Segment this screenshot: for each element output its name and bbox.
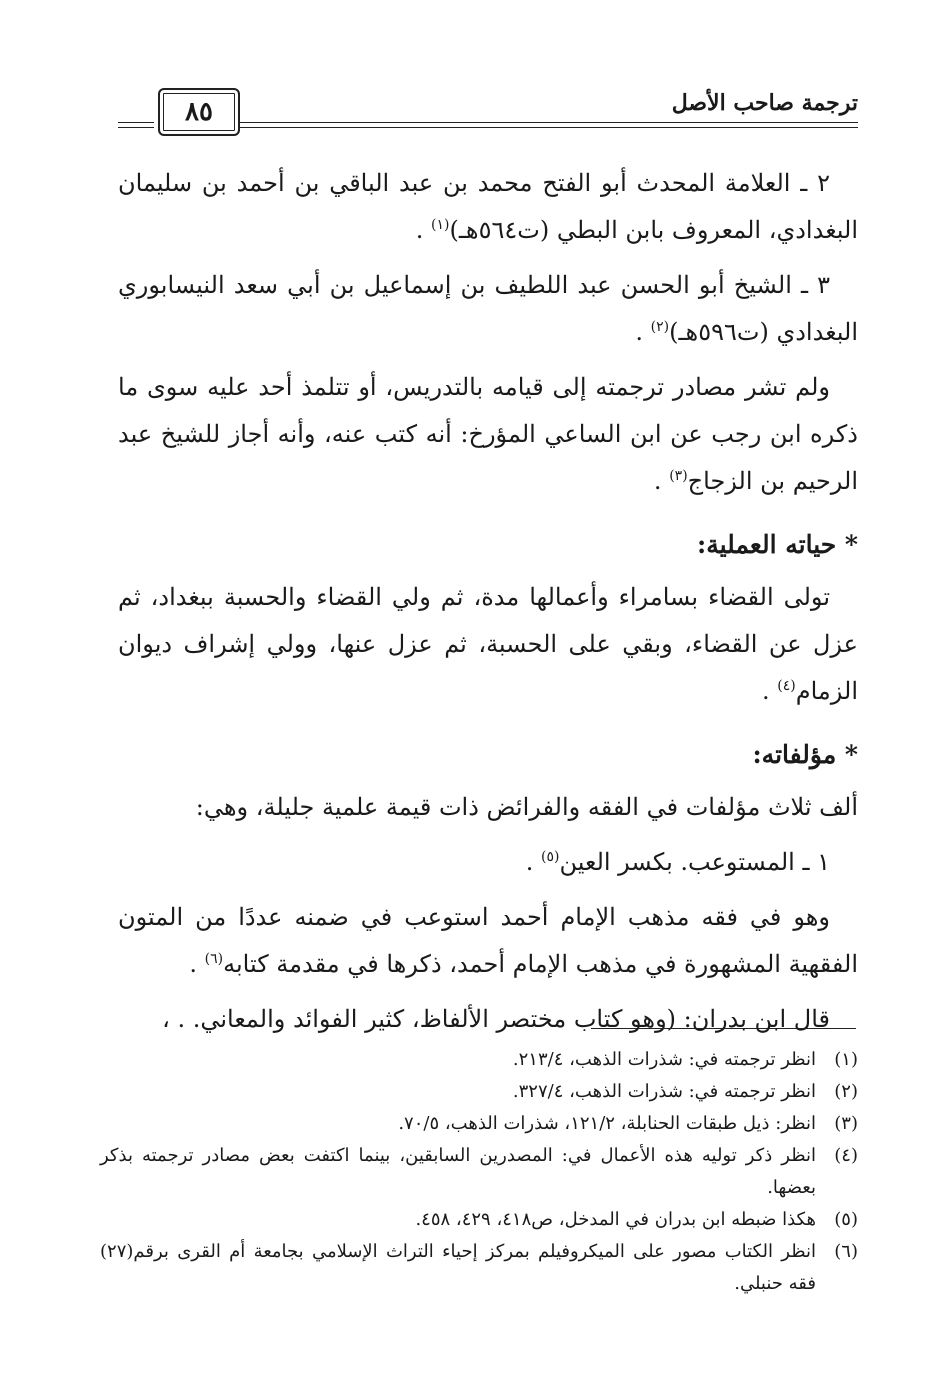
- footnote-ref: (٢): [650, 319, 670, 335]
- paragraph-text: قال ابن بدران: (وهو كتاب مختصر الألفاظ، كثير الفوائد والمعاني. . ،: [162, 1005, 830, 1033]
- footnote-text: انظر الكتاب مصور على الميكروفيلم بمركز إحياء التراث الإسلامي بجامعة أم القرى برقم(٢٧) فقه حنبلي.: [100, 1241, 816, 1294]
- footnote-ref: (٦): [204, 951, 224, 967]
- header-rule: [240, 122, 858, 128]
- footnote-text: انظر ذكر توليه هذه الأعمال في: المصدرين السابقين، بينما اكتفت بعض مصادر ترجمته بذكر بعضها.: [100, 1145, 816, 1198]
- footnote: [100, 1204, 858, 1236]
- footnote-number: (٣): [834, 1113, 858, 1134]
- header-rule-short: [118, 122, 154, 128]
- footnote-number: (٤): [834, 1145, 858, 1166]
- footnote: [100, 1044, 858, 1076]
- footnote-number: (٢): [834, 1081, 858, 1102]
- paragraph-text: ٢ ـ العلامة المحدث أبو الفتح محمد بن عبد الباقي بن أحمد بن سليمان البغدادي، المعروف بابن البطي (ت٥٦٤هـ): [118, 169, 858, 244]
- footnote-ref: (٣): [669, 468, 688, 484]
- page-header: [118, 80, 858, 150]
- footnote-ref: (٤): [777, 678, 796, 694]
- footnote-text: انظر ترجمته في: شذرات الذهب، ٢١٣/٤.: [512, 1049, 816, 1070]
- period: .: [762, 677, 770, 705]
- main-text: [118, 160, 858, 1051]
- period: .: [415, 216, 424, 244]
- paragraph: [118, 574, 858, 715]
- footnote-text: انظر ترجمته في: شذرات الذهب، ٣٢٧/٤.: [512, 1081, 816, 1102]
- paragraph: [118, 784, 858, 831]
- footnote-number: (١): [834, 1049, 858, 1070]
- section-heading: * حياته العملية:: [697, 530, 858, 559]
- running-title: ترجمة صاحب الأصل: [671, 90, 858, 116]
- footnote: [100, 1236, 858, 1300]
- footnote: [100, 1140, 858, 1204]
- footnote-ref: (١): [431, 217, 450, 233]
- paragraph-text: ألف ثلاث مؤلفات في الفقه والفرائض ذات قيمة علمية جليلة، وهي:: [195, 793, 858, 821]
- footnote-number: (٥): [834, 1209, 858, 1230]
- period: .: [635, 318, 644, 346]
- footnote: [100, 1108, 858, 1140]
- paragraph: [118, 262, 858, 356]
- paragraph-text: ١ ـ المستوعب. بكسر العين: [559, 848, 830, 876]
- footnote-separator: [591, 1028, 856, 1029]
- footnote-number: (٦): [834, 1241, 858, 1262]
- footnote-text: هكذا ضبطه ابن بدران في المدخل، ص٤١٨، ٤٢٩، ٤٥٨.: [415, 1209, 816, 1230]
- paragraph: [118, 839, 858, 886]
- period: .: [525, 848, 534, 876]
- paragraph: [118, 364, 858, 505]
- paragraph-text: وهو في فقه مذهب الإمام أحمد استوعب في ضمنه عددًا من المتون الفقهية المشهورة في مذهب الإمام أحمد، ذكرها في مقدمة كتابه: [118, 903, 858, 978]
- section-heading: * مؤلفاته:: [752, 740, 858, 769]
- footnote-text: انظر: ذيل طبقات الحنابلة، ١٢١/٢، شذرات الذهب، ٧٠/٥.: [398, 1113, 816, 1134]
- paragraph-text: تولى القضاء بسامراء وأعمالها مدة، ثم ولي القضاء والحسبة ببغداد، ثم عزل عن القضاء، وبقي على الحسبة، ثم عزل عنها، وولي إشراف ديوان الزمام: [118, 583, 858, 705]
- paragraph: [118, 894, 858, 988]
- paragraph: [118, 160, 858, 254]
- paragraph: [118, 996, 858, 1043]
- period: .: [653, 467, 662, 495]
- footnote-ref: (٥): [541, 849, 560, 865]
- paragraph-text: ٣ ـ الشيخ أبو الحسن عبد اللطيف بن إسماعيل بن أبي سعد النيسابوري البغدادي (ت٥٩٦هـ): [118, 271, 858, 346]
- period: .: [189, 950, 197, 978]
- page-number: ٨٥: [158, 88, 240, 136]
- footnotes: [100, 1044, 858, 1300]
- paragraph-text: ولم تشر مصادر ترجمته إلى قيامه بالتدريس، أو تتلمذ أحد عليه سوى ما ذكره ابن رجب عن ابن الساعي المؤرخ: أنه كتب عنه، وأنه أجاز للشيخ عبد الرحيم بن الزجاج: [118, 373, 858, 495]
- footnote: [100, 1076, 858, 1108]
